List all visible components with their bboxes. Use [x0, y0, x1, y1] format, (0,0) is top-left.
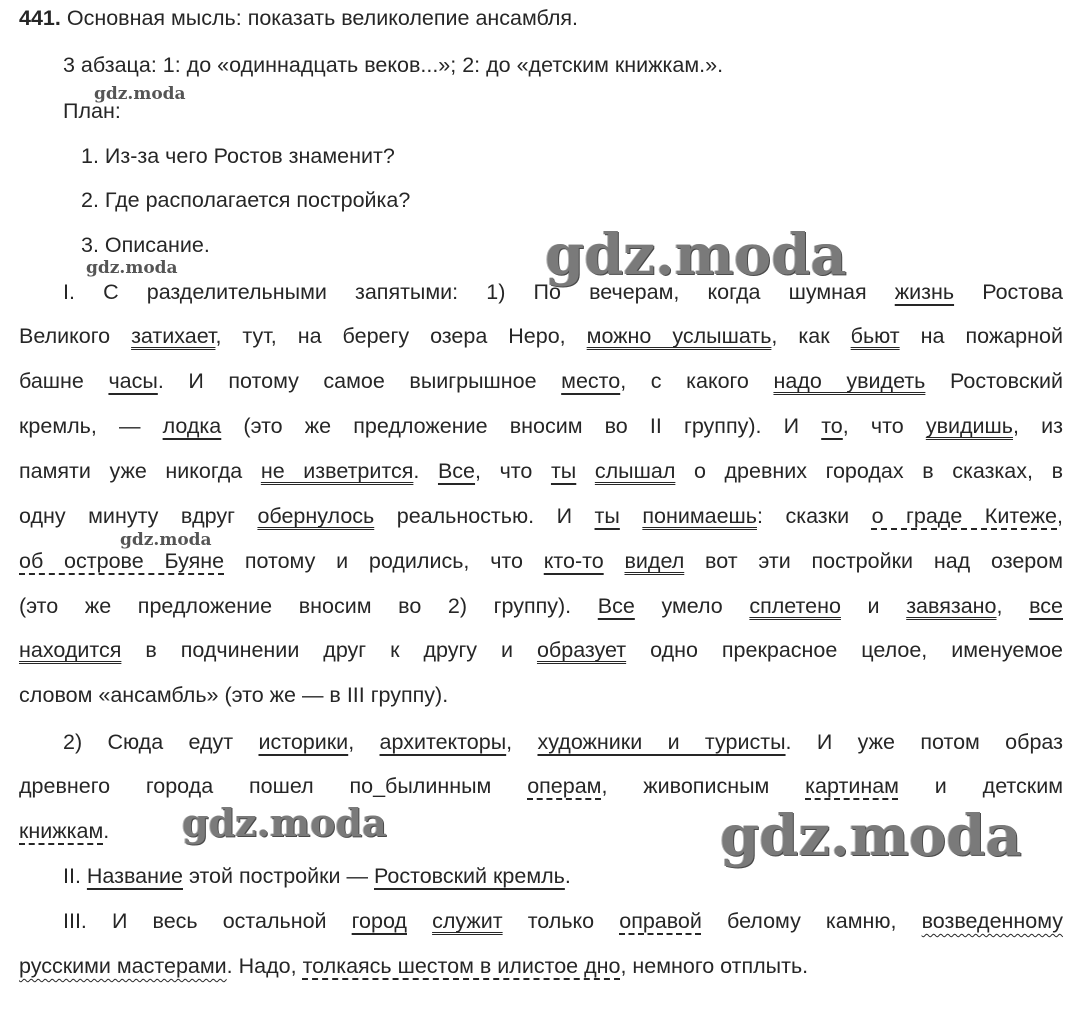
section1-line-5: памяти уже никогда не изветрится. Все, что ты слышал о древних городах в сказках, в — [19, 459, 1063, 483]
section1-p2-line-1: 2) Сюда едут историки, архитекторы, художники и туристы. И уже потом образ — [63, 730, 1063, 754]
section1-line-8: (это же предложение вносим во 2) группу). Все умело сплетено и завязано, все — [19, 594, 1063, 618]
watermark-large-1: gdz.moda — [545, 222, 847, 288]
section1-line-4: кремль, — лодка (это же предложение вносим во II группу). И то, что увидишь, из — [19, 414, 1063, 438]
watermark-small-1: gdz.moda — [94, 84, 186, 104]
exercise-number: 441. — [19, 6, 61, 30]
section1-p2-line-2: древнего города пошел по_былинным операм, живописным картинам и детским — [19, 774, 1063, 798]
watermark-small-2: gdz.moda — [86, 258, 178, 278]
plan-item-1: 1. Из-за чего Ростов знаменит? — [81, 144, 395, 168]
section1-line-3: башне часы. И потому самое выигрышное место, с какого надо увидеть Ростовский — [19, 369, 1063, 393]
watermark-medium-1: gdz.moda — [182, 800, 387, 845]
plan-item-2: 2. Где располагается постройка? — [81, 188, 411, 212]
exercise-title — [19, 6, 578, 31]
section1-line-9: находится в подчинении друг к другу и образует одно прекрасное целое, именуемое — [19, 638, 1063, 662]
section3-line-2: русскими мастерами. Надо, толкаясь шестом в илистое дно, немного отплыть. — [19, 954, 809, 978]
section1-line-7: об острове Буяне потому и родились, что кто-то видел вот эти постройки над озером — [19, 549, 1063, 573]
plan-label: План: — [63, 99, 121, 123]
section1-line-6: одну минуту вдруг обернулось реальностью. И ты понимаешь: сказки о граде Китеже, — [19, 504, 1063, 528]
main-idea: Основная мысль: показать великолепие ансамбля. — [66, 6, 579, 30]
section1-line-1: I. С разделительными запятыми: 1) По вечерам, когда шумная жизнь Ростова — [63, 280, 1063, 304]
section1-line-2: Великого затихает, тут, на берегу озера Неро, можно услышать, как бьют на пожарной — [19, 324, 1063, 348]
watermark-small-3: gdz.moda — [120, 530, 212, 550]
section1-line-10: словом «ансамбль» (это же — в III группу). — [19, 683, 449, 707]
watermark-large-2: gdz.moda — [720, 803, 1022, 869]
paragraph-count: 3 абзаца: 1: до «одиннадцать веков...»; 2: до «детским книжкам.». — [63, 53, 724, 77]
plan-item-3: 3. Описание. — [81, 233, 210, 257]
section3-line-1: III. И весь остальной город служит только оправой белому камню, возведенному — [63, 909, 1064, 933]
section1-p2-line-3: книжкам. — [19, 819, 110, 843]
section2: II. Название этой постройки — Ростовский кремль. — [63, 864, 571, 888]
